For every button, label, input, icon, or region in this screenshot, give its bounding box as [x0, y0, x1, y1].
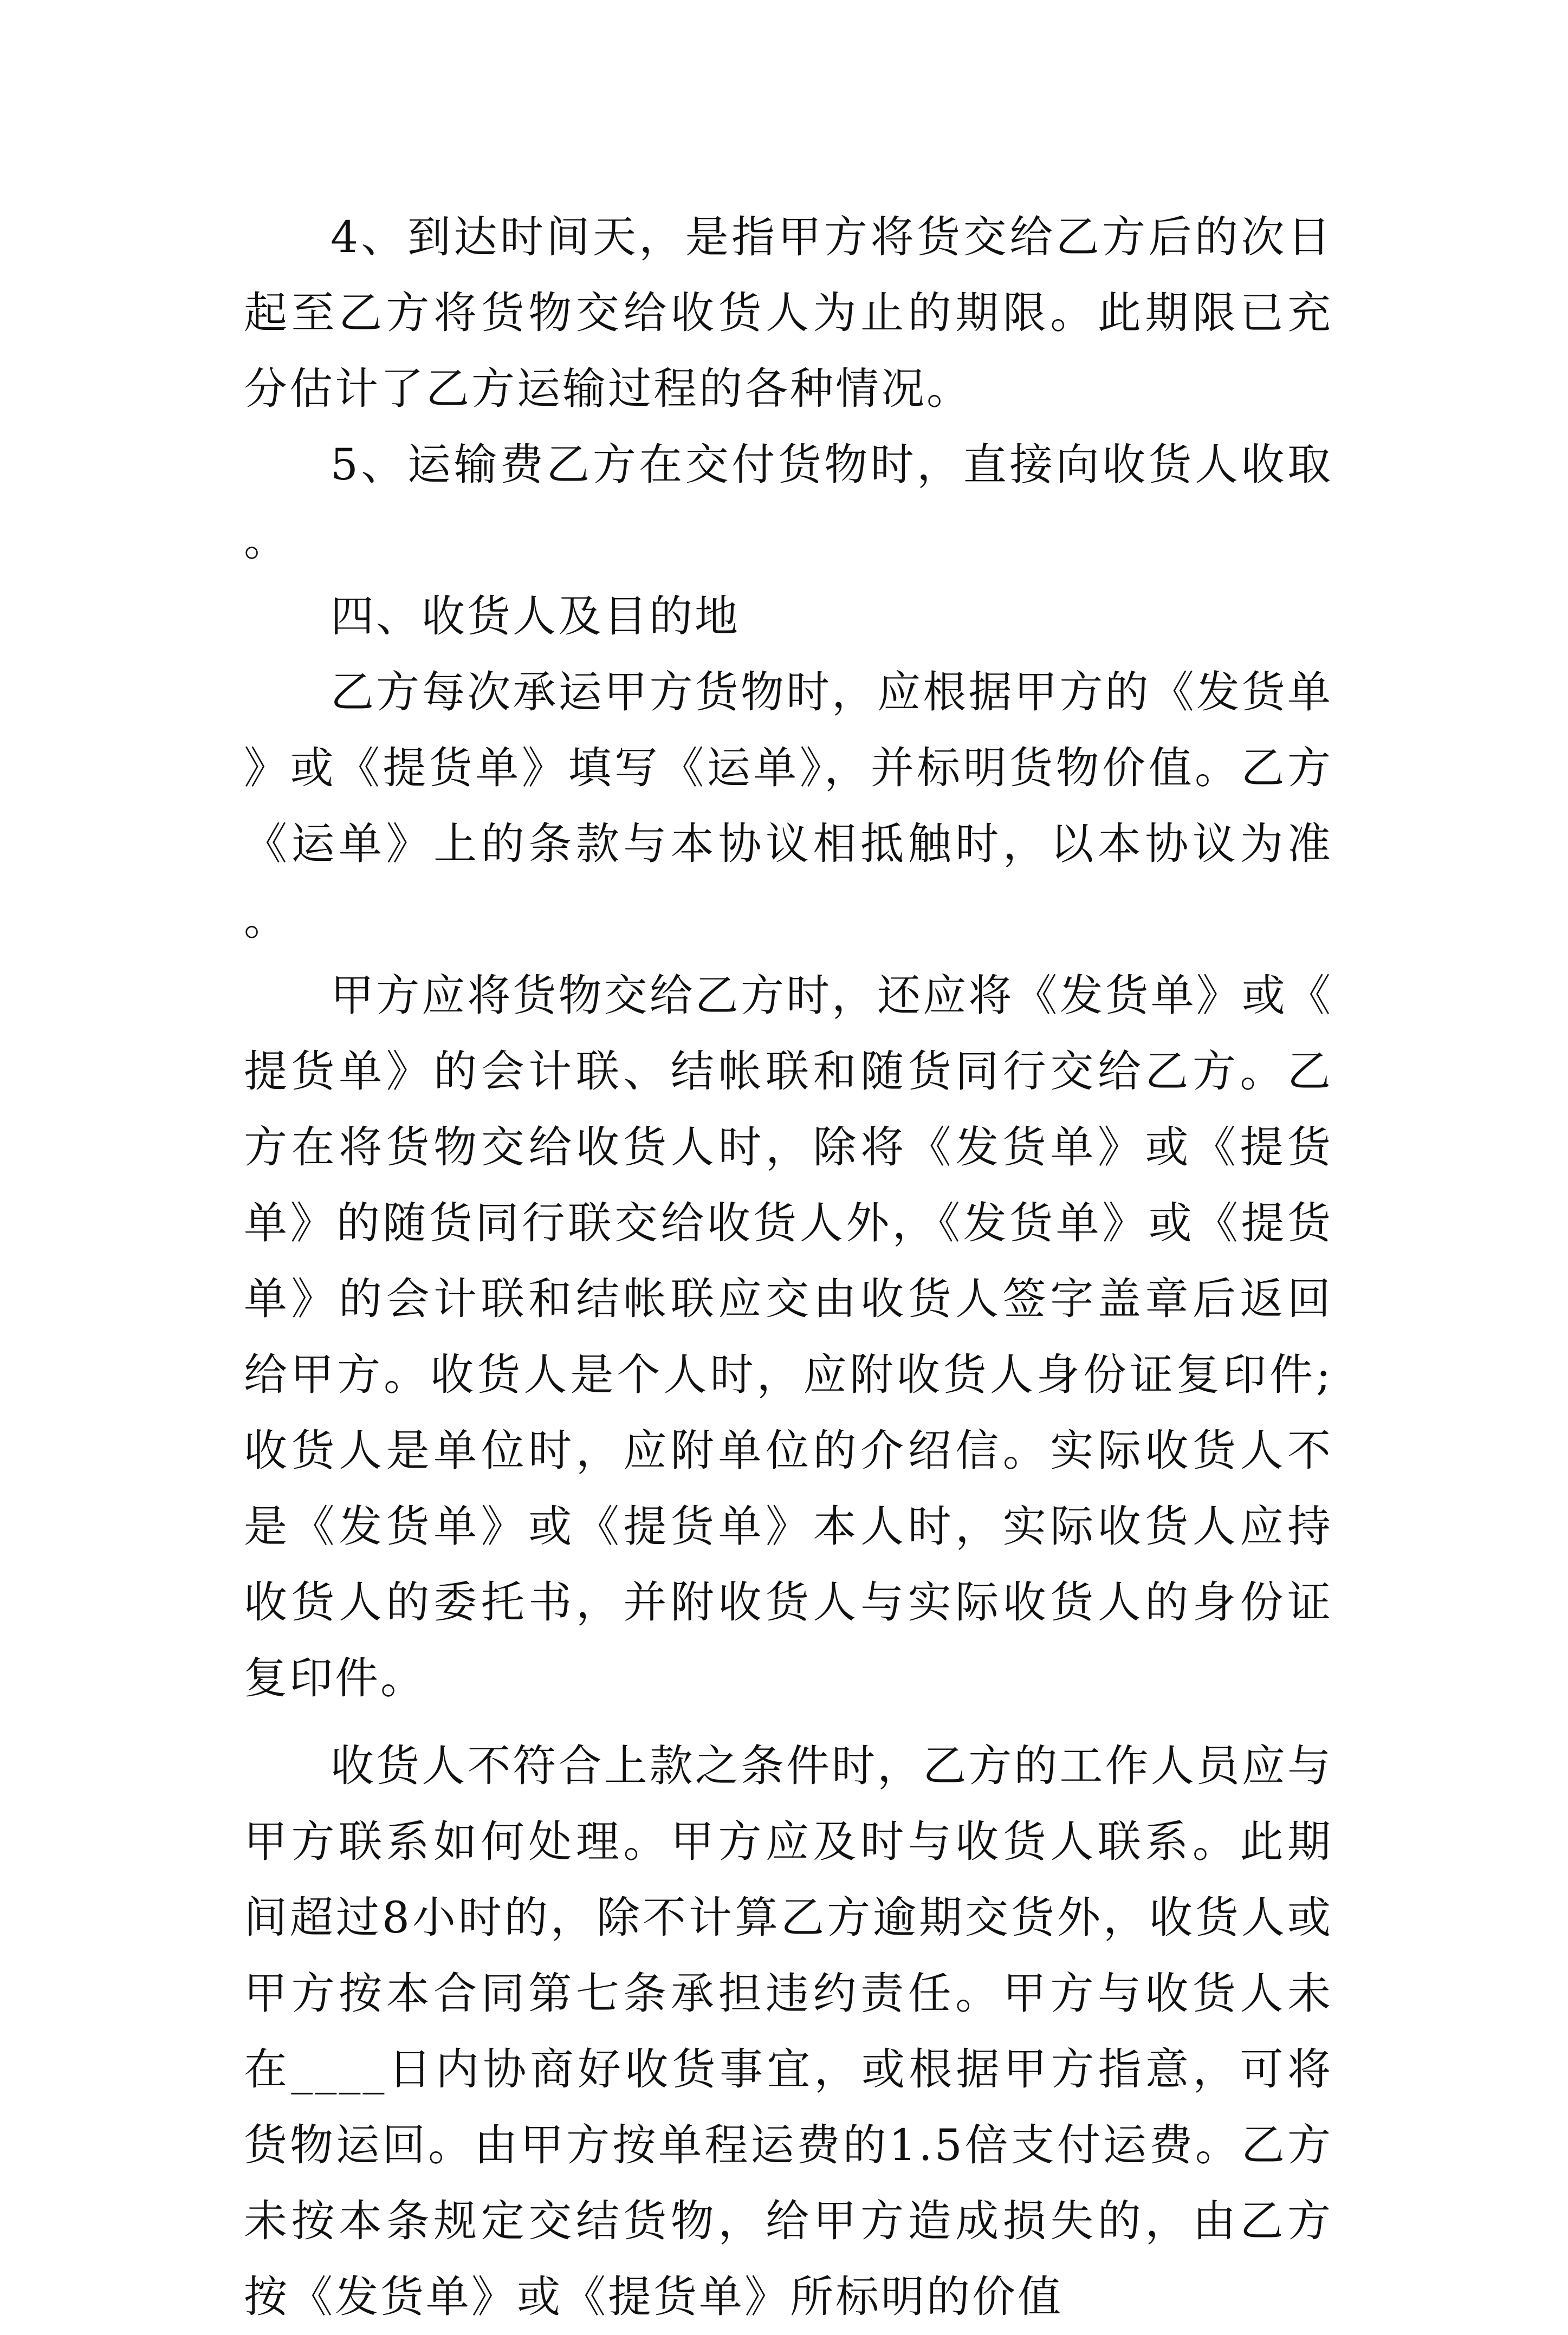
paragraph-waybill: 乙方每次承运甲方货物时，应根据甲方的《发货单》或《提货单》填写《运单》，并标明货物价值。乙方《运单》上的条款与本协议相抵触时，以本协议为准。 [244, 667, 1333, 945]
paragraph-delivery-documents: 甲方应将货物交给乙方时，还应将《发货单》或《提货单》的会计联、结帐联和随货同行交给乙方。乙方在将货物交给收货人时，除将《发货单》或《提货单》的随货同行联交给收货人外，《发货单》或《提货单》的会计联和结帐联应交由收货人签字盖章后返回给甲方。收货人是个人时，应附收货人身份证复印件;收货人是单位时，应附单位的介绍信。实际收货人不是《发货单》或《提货单》本人时，实际收货人应持收货人的委托书，并附收货人与实际收货人的身份证复印件。 [244, 970, 1333, 1703]
paragraph-nonconforming-consignee: 收货人不符合上款之条件时，乙方的工作人员应与甲方联系如何处理。甲方应及时与收货人联系。此期间超过8小时的，除不计算乙方逾期交货外，收货人或甲方按本合同第七条承担违约责任。甲方与收货人未在____日内协商好收货事宜，或根据甲方指意，可将货物运回。由甲方按单程运费的1.5倍支付运费。乙方未按本条规定交结货物，给甲方造成损失的，由乙方按《发货单》或《提货单》所标明的价值 [244, 1741, 1333, 2322]
paragraph-arrival-time: 4、到达时间天，是指甲方将货交给乙方后的次日起至乙方将货物交给收货人为止的期限。此期限已充分估计了乙方运输过程的各种情况。 [244, 212, 1333, 414]
section-heading-consignee: 四、收货人及目的地 [331, 591, 740, 641]
paragraph-freight-fee: 5、运输费乙方在交付货物时，直接向收货人收取。 [244, 439, 1333, 566]
document-body [244, 199, 1333, 2335]
